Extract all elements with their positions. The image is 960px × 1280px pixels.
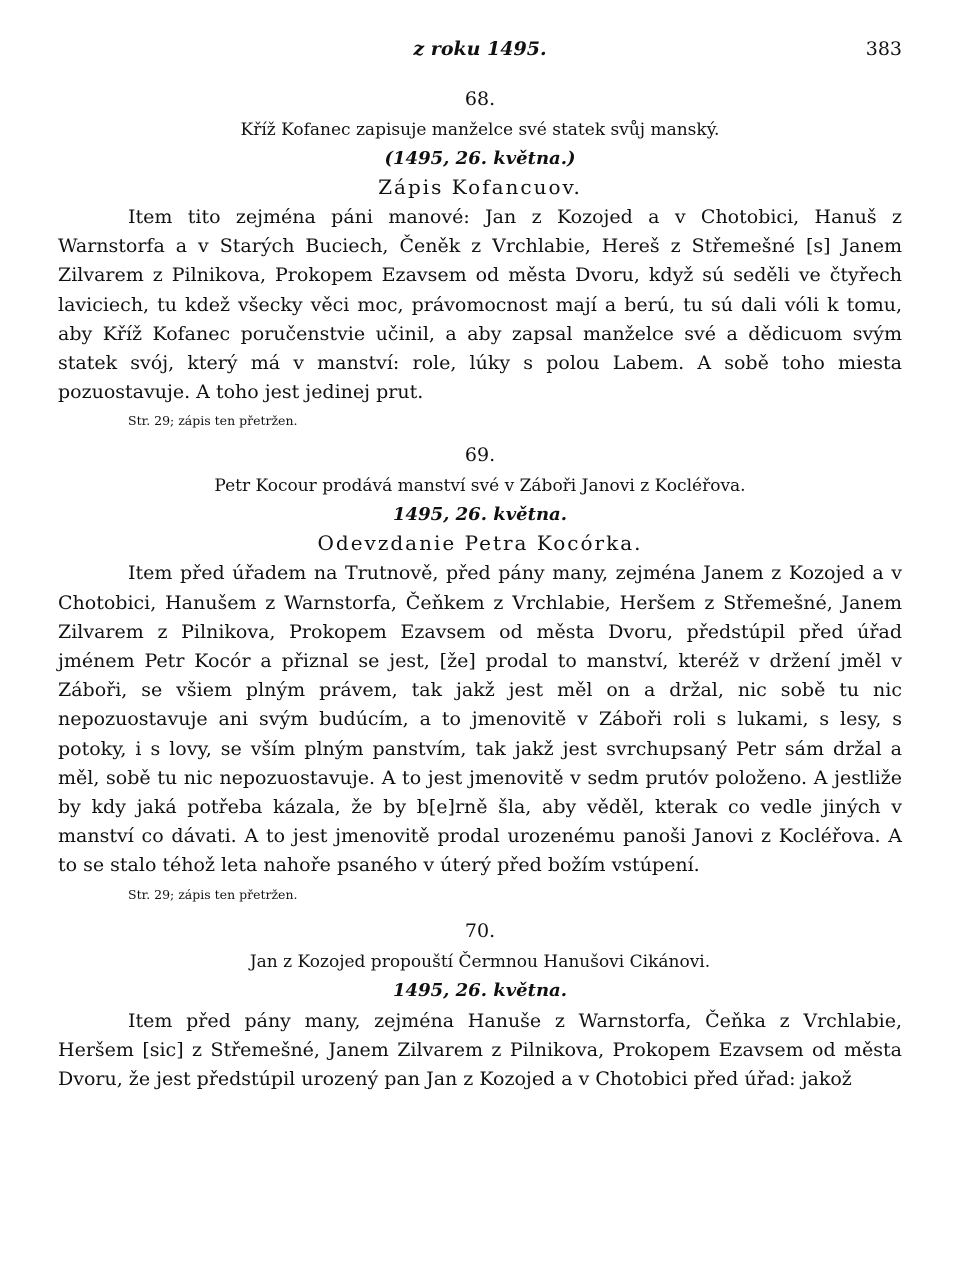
entry-body: Item před pány many, zejména Hanuše z Warnstorfa, Čeňka z Vrchlabie, Heršem [sic] z Střemešné, Janem Zilvarem z Pilnikova, Prokopem Ezavsem od města Dvoru, že jest předstúpil urozený pan Jan z Kozojed a v Chotobici před úřad: jakož xyxy=(58,1009,902,1091)
page-number: 383 xyxy=(865,38,902,60)
entry-date: 1495, 26. května. xyxy=(393,504,567,526)
entry-heading: Odevzdanie Petra Kocórka. xyxy=(317,531,643,556)
entry-note: Str. 29; zápis ten přetržen. xyxy=(128,886,298,902)
entry-date: (1495, 26. května.) xyxy=(384,148,576,169)
entry-summary: Kříž Kofanec zapisuje manželce své statek svůj manský. xyxy=(240,120,720,140)
entry-number: 68. xyxy=(464,88,496,110)
entry-date: 1495, 26. května. xyxy=(393,979,567,1001)
entry-summary: Jan z Kozojed propouští Čermnou Hanušovi Cikánovi. xyxy=(249,951,711,972)
entry-number: 70. xyxy=(464,919,496,942)
entry-note: Str. 29; zápis ten přetržen. xyxy=(128,413,298,429)
entry-heading: Zápis Kofancuov. xyxy=(378,175,582,199)
entry-number: 69. xyxy=(464,444,496,467)
entry-body: Item tito zejména páni manové: Jan z Kozojed a v Chotobici, Hanuš z Warnstorfa a v Starých Buciech, Čeněk z Vrchlabie, Hereš z Střemešné [s] Janem Zilvarem z Pilnikova, Prokopem Ezavsem od města Dvoru, když sú seděli ve čtyřech laviciech, tu kdež všecky věci moc, právomocnost mají a berú, tu sú dali vóli k tomu, aby Kříž Kofanec poručenstvie učinil, a aby zapsal manželce své a dědicuom svým statek svój, který má v manství: role, lúky s polou Labem. A sobě toho miesta pozuostavuje. A toho jest jedinej prut. xyxy=(58,206,902,404)
entry-summary: Petr Kocour prodává manství své v Záboři Janovi z Kocléřova. xyxy=(214,476,746,497)
book-page xyxy=(58,38,902,1094)
entry-69 xyxy=(58,444,902,901)
entry-68 xyxy=(58,88,902,428)
entry-body: Item před úřadem na Trutnově, před pány many, zejména Janem z Kozojed a v Chotobici, Hanušem z Warnstorfa, Čeňkem z Vrchlabie, Heršem z Střemešné, Janem Zilvarem z Pilnikova, Prokopem Ezavsem od města Dvoru, předstúpil před úřad jménem Petr Kocór a přiznal se jest, [že] prodal to manství, kteréž v držení jměl v Záboři, se všiem plným právem, tak jakž jest měl on a držal, nic sobě tu nic nepozuostavuje ani svým budúcím, a to jmenovitě v Záboři roli s lukami, s lesy, s potoky, i s lovy, se vším plným panstvím, tak jakž jest svrchupsaný Petr sám držal a měl, sobě tu nic nepozuostavuje. A to jest jmenovitě v sedm prutóv položeno. A jestliže by kdy jaká potřeba kázala, že by b[e]rně šla, aby věděl, kterak co vedle jiných v manství co dávati. A to jest jmenovitě prodal urozenému panoši Janovi z Kocléřova. A to se stalo téhož leta nahoře psaného v úterý před božím vstúpení. xyxy=(58,562,902,877)
running-head xyxy=(58,38,902,70)
running-title: z roku 1495. xyxy=(413,38,547,60)
entry-70 xyxy=(58,920,902,1095)
